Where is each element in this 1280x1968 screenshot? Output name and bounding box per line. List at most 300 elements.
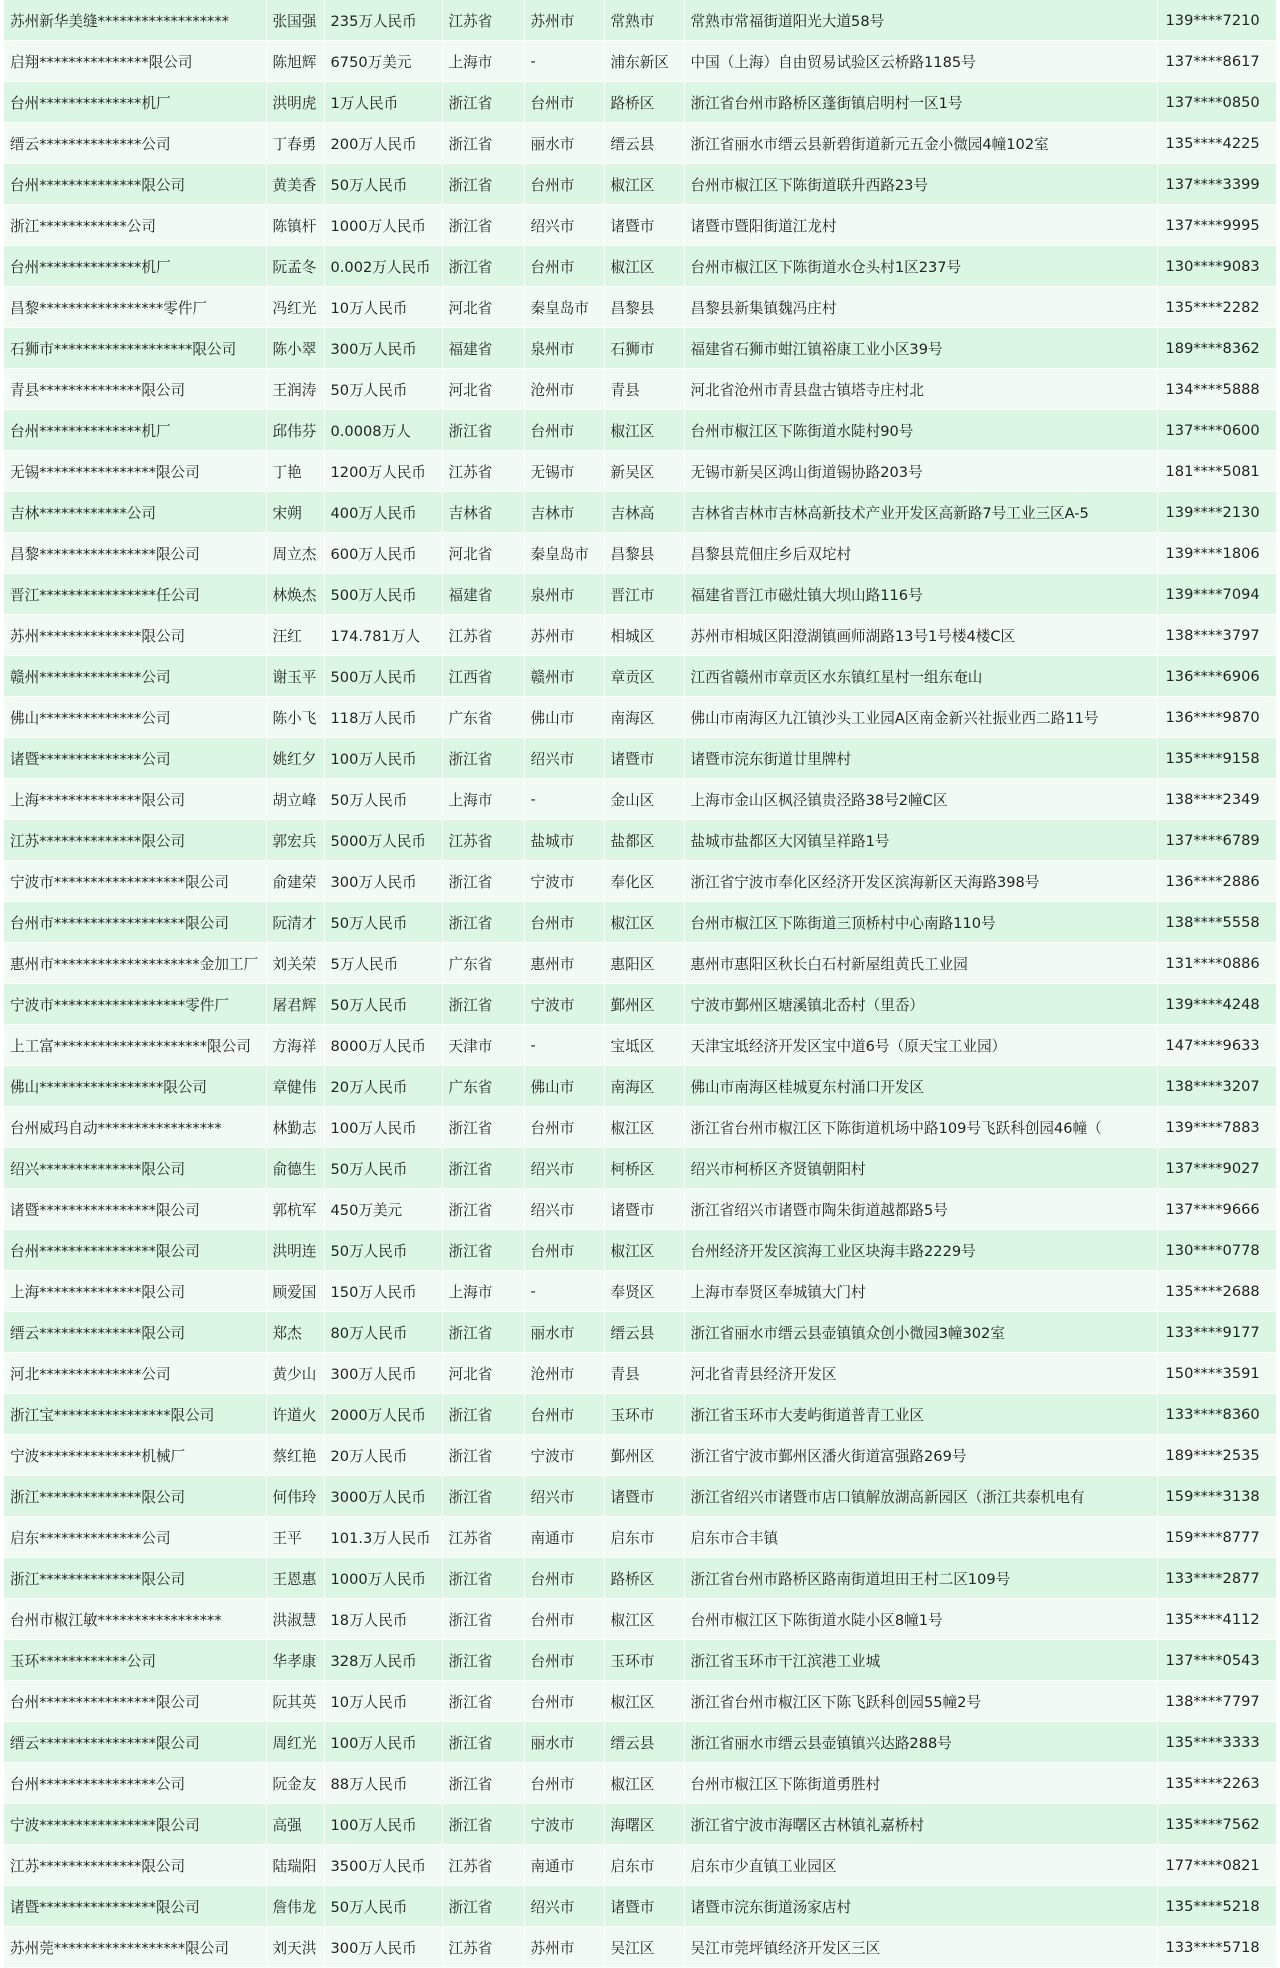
table-row [4,1107,1276,1148]
legal-representative-cell: 周立杰 [266,533,324,574]
phone-cell: 189****2535 [1157,1435,1276,1476]
company-name-cell: 苏州**************限公司 [4,615,266,656]
legal-representative-cell: 阮其英 [266,1681,324,1722]
district-cell: 路桥区 [604,1558,684,1599]
address-cell: 浙江省台州市路桥区蓬街镇启明村一区1号 [684,82,1157,123]
city-cell: 绍兴市 [524,1148,604,1189]
phone-cell: 147****9633 [1157,1025,1276,1066]
city-cell: 南通市 [524,1517,604,1558]
province-cell: 浙江省 [442,1312,524,1353]
district-cell: 诸暨市 [604,205,684,246]
legal-representative-cell: 蔡红艳 [266,1435,324,1476]
city-cell: 盐城市 [524,820,604,861]
city-cell: - [524,41,604,82]
province-cell: 江苏省 [442,0,524,41]
address-cell: 河北省沧州市青县盘古镇塔寺庄村北 [684,369,1157,410]
table-row [4,123,1276,164]
legal-representative-cell: 何伟玲 [266,1476,324,1517]
province-cell: 上海市 [442,1271,524,1312]
address-cell: 浙江省台州市路桥区路南街道坦田王村二区109号 [684,1558,1157,1599]
phone-cell: 135****2688 [1157,1271,1276,1312]
legal-representative-cell: 汪红 [266,615,324,656]
legal-representative-cell: 阮孟冬 [266,246,324,287]
address-cell: 吴江市莞坪镇经济开发区三区 [684,1927,1157,1968]
table-row [4,615,1276,656]
city-cell: 宁波市 [524,1804,604,1845]
city-cell: 沧州市 [524,369,604,410]
phone-cell: 133****8360 [1157,1394,1276,1435]
table-row [4,1681,1276,1722]
registered-capital-cell: 88万人民币 [324,1763,442,1804]
district-cell: 诸暨市 [604,1476,684,1517]
city-cell: 台州市 [524,1107,604,1148]
company-name-cell: 惠州市********************金加工厂 [4,943,266,984]
province-cell: 广东省 [442,943,524,984]
registered-capital-cell: 50万人民币 [324,984,442,1025]
registered-capital-cell: 5万人民币 [324,943,442,984]
province-cell: 江苏省 [442,451,524,492]
registered-capital-cell: 1000万人民币 [324,205,442,246]
table-row [4,1845,1276,1886]
address-cell: 诸暨市浣东街道廿里牌村 [684,738,1157,779]
city-cell: 绍兴市 [524,1476,604,1517]
address-cell: 上海市奉贤区奉城镇大门村 [684,1271,1157,1312]
phone-cell: 135****2282 [1157,287,1276,328]
company-name-cell: 台州**************机厂 [4,410,266,451]
address-cell: 台州市椒江区下陈街道水仓头村1区237号 [684,246,1157,287]
company-name-cell: 启东**************公司 [4,1517,266,1558]
company-name-cell: 河北**************公司 [4,1353,266,1394]
province-cell: 吉林省 [442,492,524,533]
phone-cell: 138****2349 [1157,779,1276,820]
legal-representative-cell: 郭杭军 [266,1189,324,1230]
registered-capital-cell: 3000万人民币 [324,1476,442,1517]
company-name-cell: 台州市椒江敏***************** [4,1599,266,1640]
table-row [4,1271,1276,1312]
phone-cell: 133****9177 [1157,1312,1276,1353]
registered-capital-cell: 5000万人民币 [324,820,442,861]
address-cell: 浙江省绍兴市诸暨市店口镇解放湖高新园区（浙江共泰机电有 [684,1476,1157,1517]
table-row [4,1640,1276,1681]
registered-capital-cell: 50万人民币 [324,164,442,205]
address-cell: 台州市椒江区下陈街道三顶桥村中心南路110号 [684,902,1157,943]
district-cell: 南海区 [604,697,684,738]
address-cell: 无锡市新吴区鸿山街道锡协路203号 [684,451,1157,492]
company-name-cell: 台州**************限公司 [4,164,266,205]
city-cell: 佛山市 [524,1066,604,1107]
phone-cell: 139****1806 [1157,533,1276,574]
province-cell: 浙江省 [442,1148,524,1189]
company-name-cell: 绍兴**************限公司 [4,1148,266,1189]
province-cell: 浙江省 [442,1189,524,1230]
city-cell: 宁波市 [524,1435,604,1476]
city-cell: 丽水市 [524,1312,604,1353]
address-cell: 河北省青县经济开发区 [684,1353,1157,1394]
legal-representative-cell: 俞德生 [266,1148,324,1189]
company-name-cell: 台州****************限公司 [4,1681,266,1722]
city-cell: - [524,1271,604,1312]
company-name-cell: 昌黎****************限公司 [4,533,266,574]
phone-cell: 135****3333 [1157,1722,1276,1763]
table-row [4,943,1276,984]
district-cell: 昌黎县 [604,287,684,328]
province-cell: 江苏省 [442,615,524,656]
company-name-cell: 缙云****************限公司 [4,1722,266,1763]
phone-cell: 135****5218 [1157,1886,1276,1927]
city-cell: 绍兴市 [524,738,604,779]
registered-capital-cell: 235万人民币 [324,0,442,41]
city-cell: 台州市 [524,246,604,287]
city-cell: 台州市 [524,1230,604,1271]
province-cell: 浙江省 [442,1476,524,1517]
company-name-cell: 上海**************限公司 [4,1271,266,1312]
province-cell: 浙江省 [442,1107,524,1148]
legal-representative-cell: 林勤志 [266,1107,324,1148]
table-row [4,1189,1276,1230]
city-cell: 泉州市 [524,328,604,369]
city-cell: 绍兴市 [524,1189,604,1230]
registered-capital-cell: 50万人民币 [324,1230,442,1271]
table-row [4,1312,1276,1353]
city-cell: 惠州市 [524,943,604,984]
legal-representative-cell: 陈旭辉 [266,41,324,82]
company-name-cell: 佛山*****************限公司 [4,1066,266,1107]
district-cell: 盐都区 [604,820,684,861]
province-cell: 浙江省 [442,246,524,287]
table-row [4,656,1276,697]
address-cell: 台州市椒江区下陈街道勇胜村 [684,1763,1157,1804]
table-row [4,287,1276,328]
province-cell: 江苏省 [442,1927,524,1968]
company-name-cell: 宁波市******************零件厂 [4,984,266,1025]
company-name-cell: 台州****************公司 [4,1763,266,1804]
province-cell: 福建省 [442,328,524,369]
city-cell: 南通市 [524,1845,604,1886]
address-cell: 福建省晋江市磁灶镇大坝山路116号 [684,574,1157,615]
address-cell: 浙江省丽水市缙云县壶镇镇众创小微园3幢302室 [684,1312,1157,1353]
legal-representative-cell: 谢玉平 [266,656,324,697]
legal-representative-cell: 陆瑞阳 [266,1845,324,1886]
city-cell: 苏州市 [524,615,604,656]
table-row [4,1476,1276,1517]
district-cell: 椒江区 [604,410,684,451]
table-row [4,861,1276,902]
table-row [4,1394,1276,1435]
phone-cell: 135****7562 [1157,1804,1276,1845]
company-name-cell: 缙云**************限公司 [4,1312,266,1353]
district-cell: 吉林高 [604,492,684,533]
district-cell: 晋江市 [604,574,684,615]
district-cell: 缙云县 [604,123,684,164]
province-cell: 浙江省 [442,82,524,123]
legal-representative-cell: 宋朔 [266,492,324,533]
city-cell: 秦皇岛市 [524,287,604,328]
district-cell: 玉环市 [604,1640,684,1681]
table-row [4,1722,1276,1763]
district-cell: 诸暨市 [604,1886,684,1927]
city-cell: 泉州市 [524,574,604,615]
province-cell: 江苏省 [442,1845,524,1886]
address-cell: 盐城市盐都区大冈镇呈祥路1号 [684,820,1157,861]
company-name-cell: 浙江************公司 [4,205,266,246]
province-cell: 浙江省 [442,123,524,164]
district-cell: 玉环市 [604,1394,684,1435]
district-cell: 鄞州区 [604,1435,684,1476]
legal-representative-cell: 刘天洪 [266,1927,324,1968]
province-cell: 河北省 [442,287,524,328]
district-cell: 海曙区 [604,1804,684,1845]
company-name-cell: 青县**************限公司 [4,369,266,410]
registered-capital-cell: 3500万人民币 [324,1845,442,1886]
district-cell: 椒江区 [604,902,684,943]
legal-representative-cell: 高强 [266,1804,324,1845]
registered-capital-cell: 8000万人民币 [324,1025,442,1066]
district-cell: 诸暨市 [604,1189,684,1230]
phone-cell: 136****9870 [1157,697,1276,738]
company-name-cell: 宁波****************限公司 [4,1804,266,1845]
registered-capital-cell: 50万人民币 [324,369,442,410]
registered-capital-cell: 80万人民币 [324,1312,442,1353]
address-cell: 佛山市南海区九江镇沙头工业园A区南金新兴社振业西二路11号 [684,697,1157,738]
table-row [4,1558,1276,1599]
table-row [4,738,1276,779]
table-row [4,246,1276,287]
district-cell: 椒江区 [604,246,684,287]
phone-cell: 135****9158 [1157,738,1276,779]
company-name-cell: 台州****************限公司 [4,1230,266,1271]
phone-cell: 159****3138 [1157,1476,1276,1517]
company-name-cell: 上工富*********************限公司 [4,1025,266,1066]
table-row [4,1804,1276,1845]
district-cell: 缙云县 [604,1312,684,1353]
district-cell: 浦东新区 [604,41,684,82]
address-cell: 浙江省宁波市海曙区古林镇礼嘉桥村 [684,1804,1157,1845]
company-name-cell: 缙云**************公司 [4,123,266,164]
legal-representative-cell: 屠君辉 [266,984,324,1025]
district-cell: 椒江区 [604,1107,684,1148]
table-row [4,492,1276,533]
phone-cell: 133****2877 [1157,1558,1276,1599]
table-row [4,1025,1276,1066]
city-cell: 台州市 [524,902,604,943]
table-row [4,410,1276,451]
registered-capital-cell: 1000万人民币 [324,1558,442,1599]
legal-representative-cell: 冯红光 [266,287,324,328]
phone-cell: 177****0821 [1157,1845,1276,1886]
registered-capital-cell: 2000万人民币 [324,1394,442,1435]
table-row [4,1927,1276,1968]
address-cell: 佛山市南海区桂城夏东村涌口开发区 [684,1066,1157,1107]
table-row [4,820,1276,861]
table-row [4,1763,1276,1804]
province-cell: 上海市 [442,779,524,820]
address-cell: 宁波市鄞州区塘溪镇北岙村（里岙） [684,984,1157,1025]
city-cell: - [524,779,604,820]
table-row [4,82,1276,123]
address-cell: 天津宝坻经济开发区宝中道6号（原天宝工业园） [684,1025,1157,1066]
phone-cell: 138****5558 [1157,902,1276,943]
address-cell: 江西省赣州市章贡区水东镇红星村一组东奄山 [684,656,1157,697]
phone-cell: 137****0850 [1157,82,1276,123]
phone-cell: 137****9666 [1157,1189,1276,1230]
province-cell: 浙江省 [442,1599,524,1640]
district-cell: 昌黎县 [604,533,684,574]
table-row [4,164,1276,205]
province-cell: 浙江省 [442,1763,524,1804]
table-row [4,369,1276,410]
province-cell: 浙江省 [442,1804,524,1845]
registered-capital-cell: 300万人民币 [324,1927,442,1968]
company-name-cell: 台州市******************限公司 [4,902,266,943]
city-cell: 绍兴市 [524,205,604,246]
address-cell: 台州市椒江区下陈街道联升西路23号 [684,164,1157,205]
registered-capital-cell: 300万人民币 [324,861,442,902]
legal-representative-cell: 阮清才 [266,902,324,943]
registered-capital-cell: 400万人民币 [324,492,442,533]
registered-capital-cell: 150万人民币 [324,1271,442,1312]
province-cell: 江苏省 [442,820,524,861]
legal-representative-cell: 黄少山 [266,1353,324,1394]
city-cell: 台州市 [524,1599,604,1640]
phone-cell: 137****0600 [1157,410,1276,451]
phone-cell: 138****7797 [1157,1681,1276,1722]
district-cell: 路桥区 [604,82,684,123]
address-cell: 中国（上海）自由贸易试验区云桥路1185号 [684,41,1157,82]
company-name-cell: 无锡****************限公司 [4,451,266,492]
company-name-cell: 台州**************机厂 [4,82,266,123]
phone-cell: 139****4248 [1157,984,1276,1025]
province-cell: 浙江省 [442,1681,524,1722]
phone-cell: 130****9083 [1157,246,1276,287]
company-name-cell: 苏州新华美缝****************** [4,0,266,41]
city-cell: 台州市 [524,1394,604,1435]
registered-capital-cell: 6750万美元 [324,41,442,82]
address-cell: 浙江省宁波市鄞州区潘火街道富强路269号 [684,1435,1157,1476]
city-cell: 台州市 [524,1640,604,1681]
table-row [4,41,1276,82]
phone-cell: 135****2263 [1157,1763,1276,1804]
registered-capital-cell: 300万人民币 [324,1353,442,1394]
district-cell: 惠阳区 [604,943,684,984]
address-cell: 昌黎县新集镇魏冯庄村 [684,287,1157,328]
legal-representative-cell: 洪明连 [266,1230,324,1271]
registered-capital-cell: 0.002万人民币 [324,246,442,287]
province-cell: 河北省 [442,369,524,410]
address-cell: 苏州市相城区阳澄湖镇画师湖路13号1号楼4楼C区 [684,615,1157,656]
address-cell: 台州经济开发区滨海工业区块海丰路2229号 [684,1230,1157,1271]
district-cell: 鄞州区 [604,984,684,1025]
company-name-cell: 浙江**************限公司 [4,1558,266,1599]
province-cell: 浙江省 [442,1558,524,1599]
phone-cell: 138****3207 [1157,1066,1276,1107]
registered-capital-cell: 18万人民币 [324,1599,442,1640]
table-row [4,1148,1276,1189]
district-cell: 相城区 [604,615,684,656]
district-cell: 宝坻区 [604,1025,684,1066]
province-cell: 浙江省 [442,984,524,1025]
district-cell: 金山区 [604,779,684,820]
district-cell: 青县 [604,369,684,410]
registered-capital-cell: 118万人民币 [324,697,442,738]
table-row [4,1517,1276,1558]
company-name-cell: 玉环************公司 [4,1640,266,1681]
phone-cell: 137****8617 [1157,41,1276,82]
legal-representative-cell: 姚红夕 [266,738,324,779]
legal-representative-cell: 黄美香 [266,164,324,205]
province-cell: 江苏省 [442,1517,524,1558]
address-cell: 常熟市常福街道阳光大道58号 [684,0,1157,41]
registered-capital-cell: 10万人民币 [324,287,442,328]
company-name-cell: 诸暨****************限公司 [4,1886,266,1927]
province-cell: 上海市 [442,41,524,82]
registered-capital-cell: 100万人民币 [324,1107,442,1148]
company-name-cell: 浙江宝****************限公司 [4,1394,266,1435]
phone-cell: 139****7094 [1157,574,1276,615]
city-cell: 丽水市 [524,1722,604,1763]
city-cell: 沧州市 [524,1353,604,1394]
table-row [4,451,1276,492]
registered-capital-cell: 500万人民币 [324,656,442,697]
city-cell: 无锡市 [524,451,604,492]
city-cell: 秦皇岛市 [524,533,604,574]
city-cell: 台州市 [524,1763,604,1804]
address-cell: 浙江省丽水市缙云县新碧街道新元五金小微园4幢102室 [684,123,1157,164]
legal-representative-cell: 詹伟龙 [266,1886,324,1927]
company-name-cell: 台州威玛自动***************** [4,1107,266,1148]
phone-cell: 137****9027 [1157,1148,1276,1189]
city-cell: 佛山市 [524,697,604,738]
address-cell: 福建省石狮市蚶江镇裕康工业小区39号 [684,328,1157,369]
registered-capital-cell: 50万人民币 [324,902,442,943]
province-cell: 浙江省 [442,861,524,902]
registered-capital-cell: 50万人民币 [324,779,442,820]
city-cell: 宁波市 [524,984,604,1025]
table-row [4,697,1276,738]
phone-cell: 139****7883 [1157,1107,1276,1148]
legal-representative-cell: 丁艳 [266,451,324,492]
district-cell: 启东市 [604,1517,684,1558]
district-cell: 奉化区 [604,861,684,902]
province-cell: 浙江省 [442,164,524,205]
phone-cell: 135****4112 [1157,1599,1276,1640]
legal-representative-cell: 胡立峰 [266,779,324,820]
legal-representative-cell: 王恩惠 [266,1558,324,1599]
address-cell: 启东市少直镇工业园区 [684,1845,1157,1886]
company-name-cell: 台州**************机厂 [4,246,266,287]
province-cell: 浙江省 [442,1230,524,1271]
legal-representative-cell: 郭宏兵 [266,820,324,861]
phone-cell: 137****9995 [1157,205,1276,246]
company-name-cell: 晋江****************任公司 [4,574,266,615]
registered-capital-cell: 328万人民币 [324,1640,442,1681]
district-cell: 椒江区 [604,1599,684,1640]
district-cell: 常熟市 [604,0,684,41]
registered-capital-cell: 20万人民币 [324,1435,442,1476]
city-cell: 吉林市 [524,492,604,533]
legal-representative-cell: 许道火 [266,1394,324,1435]
address-cell: 浙江省台州市椒江区下陈街道机场中路109号飞跃科创园46幢（ [684,1107,1157,1148]
province-cell: 浙江省 [442,1394,524,1435]
table-row [4,984,1276,1025]
city-cell: 宁波市 [524,861,604,902]
registered-capital-cell: 1万人民币 [324,82,442,123]
company-name-cell: 佛山**************公司 [4,697,266,738]
table-row [4,1886,1276,1927]
company-name-cell: 苏州莞******************限公司 [4,1927,266,1968]
registered-capital-cell: 174.781万人 [324,615,442,656]
phone-cell: 130****0778 [1157,1230,1276,1271]
address-cell: 浙江省宁波市奉化区经济开发区滨海新区天海路398号 [684,861,1157,902]
